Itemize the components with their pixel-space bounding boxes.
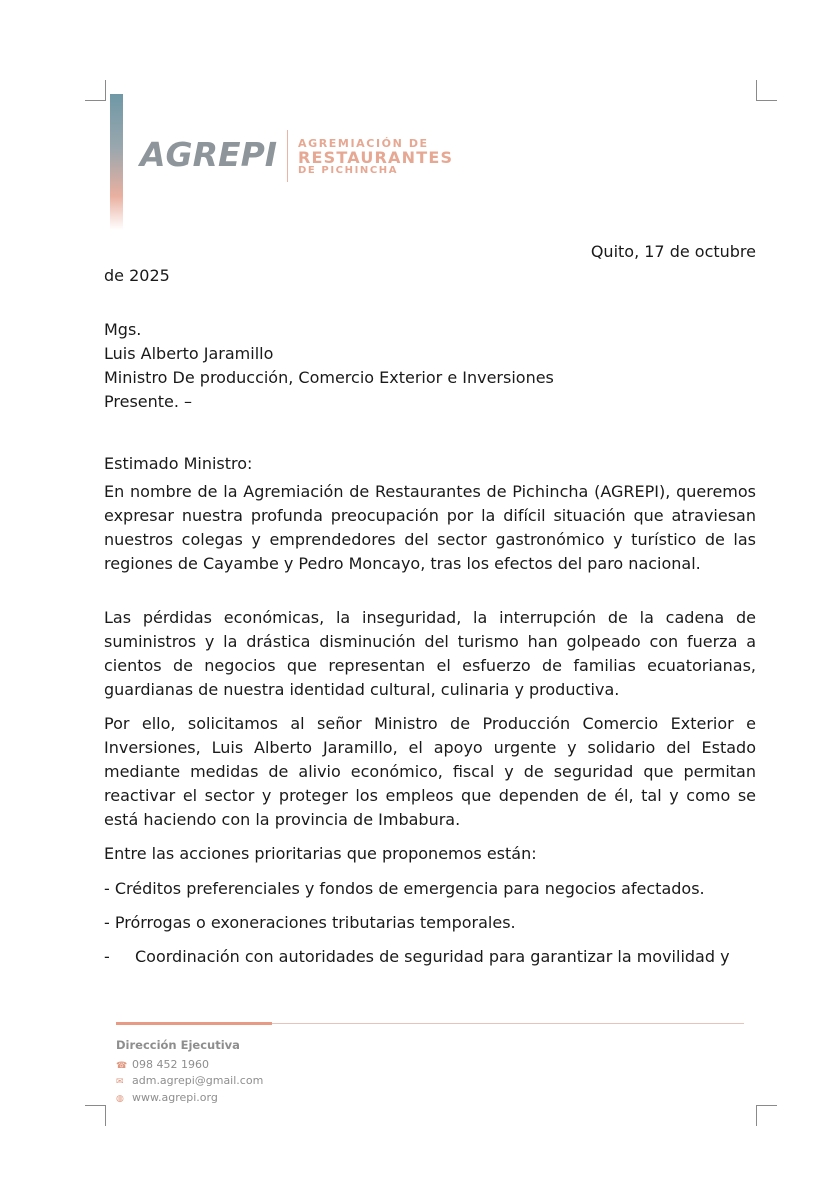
- footer-phone-text: 098 452 1960: [132, 1058, 209, 1071]
- date-line-1: Quito, 17 de octubre: [590, 242, 756, 261]
- recipient-name: Luis Alberto Jaramillo: [104, 344, 274, 363]
- paragraph-2: Las pérdidas económicas, la inseguridad, la interrupción de la cadena de suministros y la drástica disminución del turismo han golpeado con fuerza a cientos de negocios que representan el esfuerzo de familias ecuatorianas, guardianas de nuestra identidad cultural, culinaria y productiva.: [104, 608, 756, 699]
- logo-tagline-line-1: AGREMIACIÓN DE: [298, 137, 429, 150]
- action-item-1: - Créditos preferenciales y fondos de emergencia para negocios afectados.: [104, 879, 705, 898]
- crop-mark-top-right: [756, 80, 777, 101]
- logo-separator: [287, 130, 288, 182]
- footer-email-text: adm.agrepi@gmail.com: [132, 1074, 264, 1087]
- logo-tagline-line-3: DE PICHINCHA: [298, 165, 399, 176]
- logo-wordmark: AGREPI: [140, 135, 278, 174]
- greeting: Estimado Ministro:: [104, 454, 253, 473]
- logo-tagline-line-2: RESTAURANTES: [298, 148, 454, 167]
- phone-icon: ☎: [116, 1061, 128, 1071]
- crop-mark-bottom-right: [756, 1105, 777, 1126]
- recipient-presente: Presente. –: [104, 392, 193, 411]
- crop-mark-bottom-left: [85, 1105, 106, 1126]
- action-item-3-text: Coordinación con autoridades de seguridad para garantizar la movilidad y: [135, 947, 730, 966]
- globe-icon: ◍: [116, 1094, 124, 1104]
- footer-phone: [116, 1058, 209, 1071]
- action-item-3-dash: -: [104, 947, 110, 966]
- footer-title: Dirección Ejecutiva: [116, 1038, 240, 1052]
- recipient-position: Ministro De producción, Comercio Exterior e Inversiones: [104, 368, 554, 387]
- logo-tagline: [298, 138, 453, 176]
- footer-web: [116, 1091, 218, 1104]
- action-item-3: [104, 945, 756, 969]
- footer-divider-accent: [116, 1022, 272, 1025]
- footer-web-text: www.agrepi.org: [132, 1091, 218, 1104]
- paragraph-1: En nombre de la Agremiación de Restaurantes de Pichincha (AGREPI), queremos expresar nuestra profunda preocupación por la difícil situación que atraviesan nuestros colegas y emprendedores del sector gastronómico y turístico de las regiones de Cayambe y Pedro Moncayo, tras los efectos del paro nacional.: [104, 482, 756, 573]
- footer-email: [116, 1074, 263, 1087]
- letter-date: [104, 240, 756, 288]
- action-item-2: - Prórrogas o exoneraciones tributarias temporales.: [104, 913, 516, 932]
- crop-mark-top-left: [85, 80, 106, 101]
- header-gradient-bar: [110, 94, 123, 230]
- date-line-2: de 2025: [104, 266, 170, 285]
- paragraph-3: Por ello, solicitamos al señor Ministro de Producción Comercio Exterior e Inversiones, Luis Alberto Jaramillo, el apoyo urgente y solidario del Estado mediante medidas de alivio económico, fiscal y de seguridad que permitan reactivar el sector y proteger los empleos que dependen de él, tal y como se está haciendo con la provincia de Imbabura.: [104, 714, 756, 829]
- actions-intro: Entre las acciones prioritarias que proponemos están:: [104, 844, 537, 863]
- recipient-title: Mgs.: [104, 320, 142, 339]
- mail-icon: ✉: [116, 1077, 124, 1087]
- recipient-block: [104, 318, 756, 414]
